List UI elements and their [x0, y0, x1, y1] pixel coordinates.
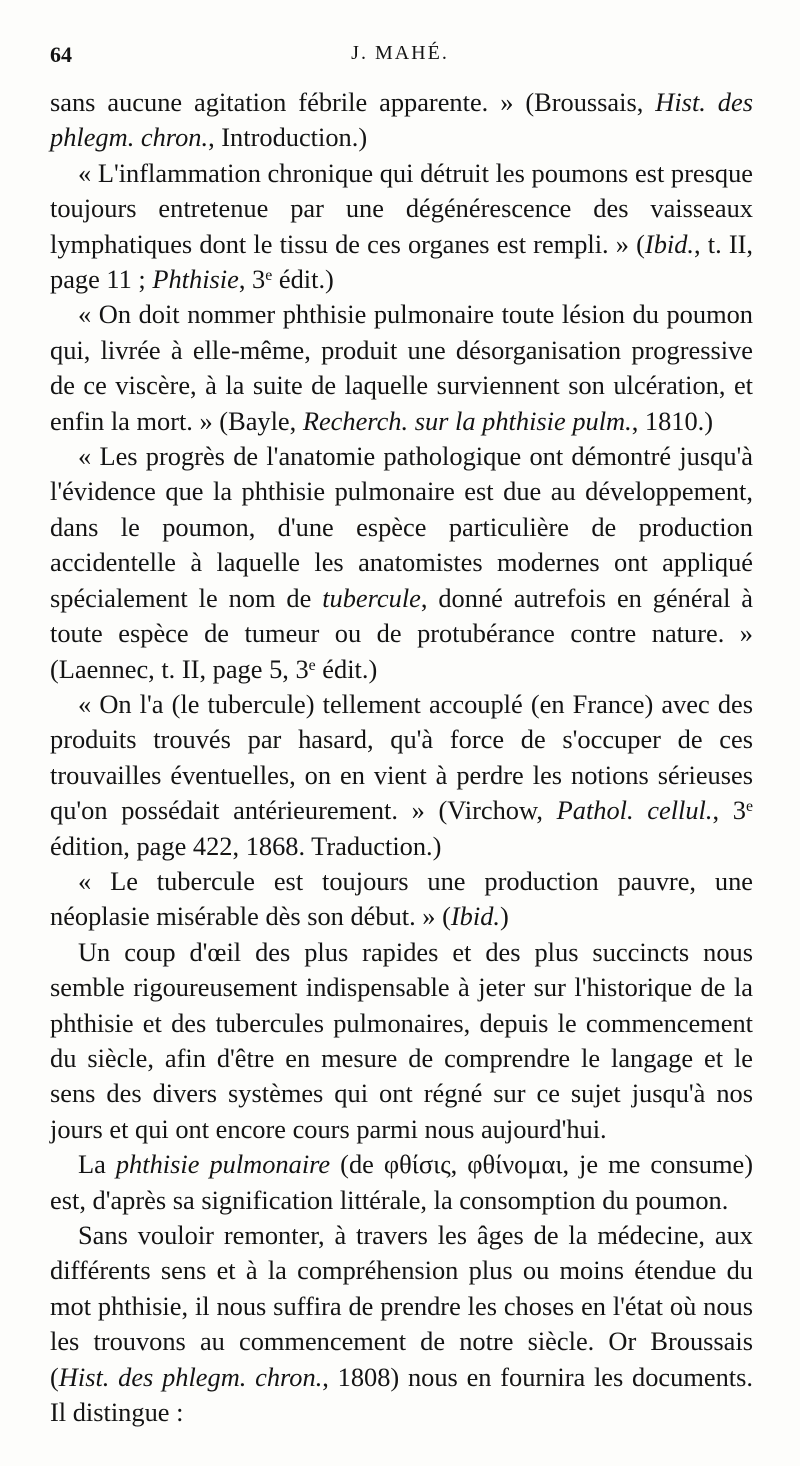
- text-run: , donné autrefois en général à toute espèce de tumeur ou de protubérance contre nature. » (Laennec, t. II, page 5, 3: [50, 582, 754, 684]
- citation-ibid: Ibid.: [450, 901, 500, 932]
- citation-title: Hist. des phlegm. chron.: [58, 1361, 323, 1392]
- text-run: , 1810.): [631, 405, 714, 436]
- text-run: « On l'a (le tubercule) tellement accouplé (en France) avec des produits trouvés par hasard, qu'à force de s'occuper de ces trouvailles éventuelles, on en vient à perdre les notions sérieuses qu'on possédait antérieurement. » (Virchow,: [50, 688, 753, 826]
- text-run: Sans vouloir remonter, à travers les âges de la médecine, aux différents sens et à la compréhension plus ou moins étendue du mot phthisie, il nous suffira de prendre les choses en l'état où nous les trouvons au commencement de notre siècle. Or Broussais (: [50, 1220, 753, 1392]
- citation-title: Hist. des phlegm. chron.: [50, 87, 753, 153]
- citation-title: Recherch. sur la phthisie pulm.: [302, 405, 632, 436]
- paragraph-definition: [50, 1147, 753, 1218]
- text-run: sans aucune agitation fébrile apparente. » (Broussais,: [50, 87, 656, 117]
- text-run: , 1808) nous en fournira les documents. Il distingue :: [50, 1361, 753, 1428]
- page-number: 64: [50, 42, 72, 67]
- text-run: , 3: [712, 795, 746, 826]
- paragraph-historique: [50, 935, 753, 1147]
- text-run: « Le tubercule est toujours une production pauvre, une néoplasie misérable dès son début. » (: [50, 865, 753, 932]
- superscript: e: [308, 656, 316, 674]
- citation-ibid: Ibid.: [644, 228, 695, 259]
- paragraph-neoplasie-quote: [50, 864, 753, 935]
- text-run: (de φθίσις, φθίνομαι, je me consume) est, d'après sa signification littérale, la consomption du poumon.: [50, 1149, 753, 1215]
- paragraph-virchow-quote: [50, 687, 753, 864]
- running-head: J. MAHÉ.: [351, 42, 449, 64]
- text-run: ): [500, 901, 509, 932]
- text-run: Un coup d'œil des plus rapides et des plus succincts nous semble rigoureusement indispensable à jeter sur l'historique de la phthisie et des tubercules pulmonaires, depuis le commencement du siècle, afin d'être en mesure de comprendre le langage et le sens des divers systèmes qui ont régné sur ce sujet jusqu'à nos jours et qui ont encore cours parmi nous aujourd'hui.: [50, 936, 753, 1144]
- text-run: « Les progrès de l'anatomie pathologique ont démontré jusqu'à l'évidence que la phthisie pulmonaire est due au développement, dans le poumon, d'une espèce particulière de production accidentelle à laquelle les anatomistes modernes ont appliqué spécialement le nom de: [50, 441, 753, 613]
- emphasized-term: tubercule: [322, 582, 421, 613]
- text-run: édit.): [315, 653, 378, 684]
- text-run: édit.): [272, 264, 334, 295]
- body-text: [50, 85, 753, 1430]
- citation-title: Phthisie: [152, 264, 239, 295]
- text-run: , Introduction.): [208, 122, 368, 153]
- text-run: , 3: [238, 264, 266, 295]
- paragraph-broussais-quote-end: [50, 85, 753, 156]
- paragraph-inflammation-quote: [50, 156, 753, 298]
- page-header: [50, 42, 750, 72]
- emphasized-term: phthisie pulmonaire: [115, 1149, 331, 1180]
- paragraph-broussais-intro: [50, 1218, 753, 1430]
- superscript: e: [265, 267, 273, 285]
- text-run: , t. II, page 11 ;: [50, 228, 753, 295]
- text-run: édition, page 422, 1868. Traduction.): [50, 830, 442, 861]
- superscript: e: [745, 798, 754, 816]
- paragraph-bayle-quote: [50, 297, 753, 439]
- text-run: « On doit nommer phthisie pulmonaire toute lésion du poumon qui, livrée à elle-même, produit une désorganisation progressive de ce viscère, à la suite de laquelle surviennent son ulcération, et enfin la mort. » (Bayle,: [50, 299, 753, 436]
- paragraph-laennec-quote: [50, 439, 753, 687]
- text-run: « L'inflammation chronique qui détruit les poumons est presque toujours entretenue par une dégénérescence des vaisseaux lymphatiques dont le tissu de ces organes est rempli. » (: [50, 157, 753, 259]
- text-run: La: [78, 1149, 116, 1180]
- citation-title: Pathol. cellul.: [556, 795, 713, 826]
